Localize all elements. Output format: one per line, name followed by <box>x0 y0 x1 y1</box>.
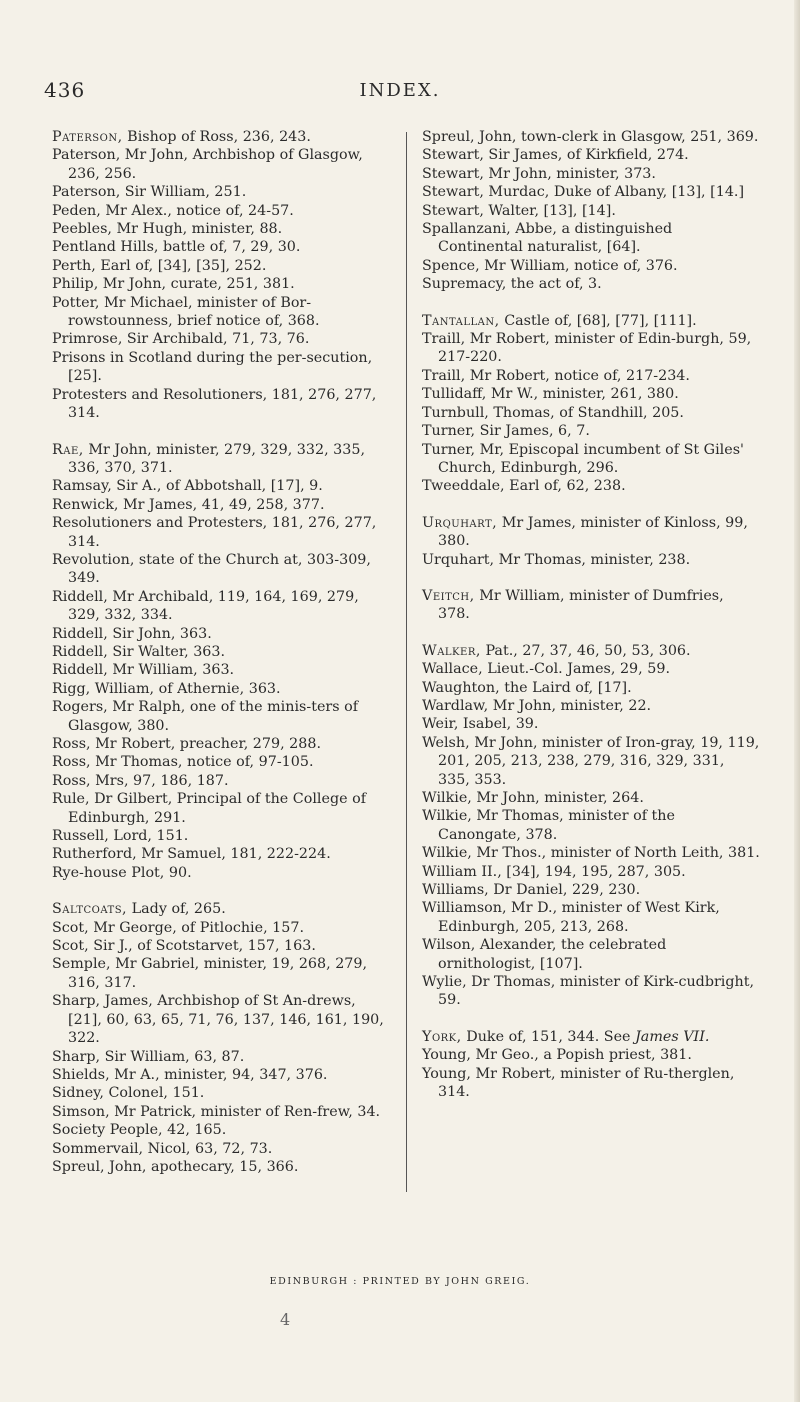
index-entry: Riddell, Sir John, 363. <box>52 625 212 642</box>
index-entry: Wylie, Dr Thomas, minister of Kirk-cudbright, 59. <box>422 974 755 1009</box>
index-entry: Welsh, Mr John, minister of Iron-gray, 19, 119, 201, 205, 213, 238, 279, 316, 329, 331, 335, 353. <box>422 734 760 788</box>
index-entry <box>422 1028 760 1046</box>
index-entry: Resolutioners and Protesters, 181, 276, 277, 314. <box>52 515 377 550</box>
index-entry: Wilson, Alexander, the celebrated ornithologist, [107]. <box>422 937 667 972</box>
entry-lead-word: Veitch, <box>422 587 475 604</box>
index-entry: Young, Mr Robert, minister of Ru-therglen, 314. <box>422 1065 735 1101</box>
index-entry: Sharp, James, Archbishop of St An-drews, [21], 60, 63, 65, 71, 76, 137, 146, 161, 190, 322. <box>52 993 384 1047</box>
index-entry: Spallanzani, Abbe, a distinguished Continental naturalist, [64]. <box>422 221 673 256</box>
left-column <box>52 128 390 1176</box>
index-entry <box>422 514 760 551</box>
index-entry <box>52 441 390 478</box>
index-entry: Wilkie, Mr Thos., minister of North Leith, 381. <box>422 845 760 862</box>
index-entry <box>422 587 760 624</box>
entry-text: Pat., 27, 37, 46, 50, 53, 306. <box>480 642 691 659</box>
index-entry: Society People, 42, 165. <box>52 1122 227 1139</box>
index-entry: Traill, Mr Robert, minister of Edin-burgh, 59, 217-220. <box>422 331 752 366</box>
index-entry: Riddell, Mr Archibald, 119, 164, 169, 279, 329, 332, 334. <box>52 588 359 624</box>
page-number: 436 <box>44 78 86 102</box>
index-entry: Ramsay, Sir A., of Abbotshall, [17], 9. <box>52 478 323 495</box>
index-entry: Russell, Lord, 151. <box>52 828 189 845</box>
index-entry: Ross, Mr Thomas, notice of, 97-105. <box>52 754 314 771</box>
index-entry <box>52 128 390 146</box>
index-entry: Scot, Mr George, of Pitlochie, 157. <box>52 919 305 936</box>
entry-text: Mr James, minister of Kinloss, 99, 380. <box>438 514 748 550</box>
index-entry: Stewart, Walter, [13], [14]. <box>422 202 616 219</box>
index-entry: Williamson, Mr D., minister of West Kirk, Edinburgh, 205, 213, 268. <box>422 900 720 935</box>
index-entry: Riddell, Sir Walter, 363. <box>52 643 226 660</box>
index-entry: Renwick, Mr James, 41, 49, 258, 377. <box>52 496 325 513</box>
index-entry: Simson, Mr Patrick, minister of Ren-frew, 34. <box>52 1103 381 1120</box>
index-entry: Potter, Mr Michael, minister of Bor-rowstounness, brief notice of, 368. <box>52 294 320 330</box>
entry-lead-word: Tantallan, <box>422 312 500 329</box>
entry-text: Mr William, minister of Dumfries, 378. <box>438 587 724 623</box>
index-entry: Spreul, John, town-clerk in Glasgow, 251, 369. <box>422 129 759 145</box>
entry-text: Bishop of Ross, 236, 243. <box>122 129 311 145</box>
index-entry: Rigg, William, of Athernie, 363. <box>52 680 281 697</box>
index-entry: Spreul, John, apothecary, 15, 366. <box>52 1158 299 1175</box>
index-entry: Sommervail, Nicol, 63, 72, 73. <box>52 1140 273 1157</box>
index-entry: Peden, Mr Alex., notice of, 24-57. <box>52 202 294 219</box>
index-entry: Shields, Mr A., minister, 94, 347, 376. <box>52 1066 328 1083</box>
index-entry: Philip, Mr John, curate, 251, 381. <box>52 276 295 293</box>
index-entry: Prisons in Scotland during the per-secution, [25]. <box>52 349 373 385</box>
index-entry: Ross, Mrs, 97, 186, 187. <box>52 772 229 789</box>
index-entry: Supremacy, the act of, 3. <box>422 276 602 293</box>
index-entry <box>52 900 390 918</box>
index-columns <box>52 128 762 1208</box>
index-entry: Tullidaff, Mr W., minister, 261, 380. <box>422 386 679 403</box>
index-entry: Young, Mr Geo., a Popish priest, 381. <box>422 1047 692 1064</box>
index-entry: Traill, Mr Robert, notice of, 217-234. <box>422 367 690 384</box>
index-entry: Waughton, the Laird of, [17]. <box>422 679 632 696</box>
signature-mark: 4 <box>280 1310 291 1329</box>
index-entry: Turner, Mr, Episcopal incumbent of St Giles' Church, Edinburgh, 296. <box>422 441 744 476</box>
index-entry: Sharp, Sir William, 63, 87. <box>52 1048 245 1065</box>
entry-lead-word: Walker, <box>422 642 481 659</box>
index-entry: Ross, Mr Robert, preacher, 279, 288. <box>52 736 322 752</box>
index-entry: Williams, Dr Daniel, 229, 230. <box>422 882 641 899</box>
index-entry: Rutherford, Mr Samuel, 181, 222-224. <box>52 846 331 863</box>
index-entry: Revolution, state of the Church at, 303-309, 349. <box>52 551 371 587</box>
entry-text: Lady of, 265. <box>127 901 226 918</box>
index-entry: Urquhart, Mr Thomas, minister, 238. <box>422 551 691 568</box>
right-column <box>422 128 760 1102</box>
index-entry: Riddell, Mr William, 363. <box>52 662 235 679</box>
index-entry: Wallace, Lieut.-Col. James, 29, 59. <box>422 661 670 678</box>
index-entry: Protesters and Resolutioners, 181, 276, 277, 314. <box>52 386 377 422</box>
index-entry: William II., [34], 194, 195, 287, 305. <box>422 863 686 880</box>
page-edge-shadow <box>794 0 800 1402</box>
index-entry: Wardlaw, Mr John, minister, 22. <box>422 697 652 714</box>
printer-imprint: EDINBURGH : PRINTED BY JOHN GREIG. <box>269 1276 531 1287</box>
index-entry: Pentland Hills, battle of, 7, 29, 30. <box>52 239 301 256</box>
index-entry: Turnbull, Thomas, of Standhill, 205. <box>422 404 684 421</box>
index-entry: Tweeddale, Earl of, 62, 238. <box>422 478 626 495</box>
index-entry: Peebles, Mr Hugh, minister, 88. <box>52 221 283 238</box>
entry-lead-word: Urquhart, <box>422 514 498 531</box>
entry-lead-word: Rae, <box>52 441 84 458</box>
index-entry: Paterson, Sir William, 251. <box>52 184 247 201</box>
index-entry: Wilkie, Mr John, minister, 264. <box>422 790 644 806</box>
running-title: INDEX. <box>359 80 441 101</box>
entry-text: Castle of, [68], [77], [111]. <box>499 312 697 329</box>
entry-text: Duke of, 151, 344. See <box>461 1028 636 1045</box>
index-entry: Paterson, Mr John, Archbishop of Glasgow, 236, 256. <box>52 147 363 182</box>
entry-text: Mr John, minister, 279, 329, 332, 335, 336, 370, 371. <box>68 441 366 476</box>
index-entry: Turner, Sir James, 6, 7. <box>422 423 590 440</box>
entry-lead-word: York, <box>422 1028 462 1045</box>
column-divider <box>406 132 407 1192</box>
index-entry: Stewart, Mr John, minister, 373. <box>422 165 656 182</box>
index-entry <box>422 312 760 330</box>
index-entry: Scot, Sir J., of Scotstarvet, 157, 163. <box>52 938 316 955</box>
entry-lead-word: Saltcoats, <box>52 901 128 918</box>
index-entry: Primrose, Sir Archibald, 71, 73, 76. <box>52 331 310 348</box>
entry-cross-reference: James VII. <box>635 1028 710 1045</box>
index-entry: Rye-house Plot, 90. <box>52 864 192 881</box>
index-entry: Semple, Mr Gabriel, minister, 19, 268, 279, 316, 317. <box>52 956 368 991</box>
index-entry: Weir, Isabel, 39. <box>422 716 539 733</box>
index-entry: Sidney, Colonel, 151. <box>52 1085 205 1102</box>
index-entry: Spence, Mr William, notice of, 376. <box>422 257 678 274</box>
index-entry <box>422 642 760 660</box>
index-entry: Rule, Dr Gilbert, Principal of the College of Edinburgh, 291. <box>52 791 367 826</box>
entry-lead-word: Paterson, <box>52 129 123 145</box>
index-entry: Stewart, Murdac, Duke of Albany, [13], [14.] <box>422 184 745 201</box>
index-entry: Wilkie, Mr Thomas, minister of the Canongate, 378. <box>422 808 675 843</box>
index-entry: Rogers, Mr Ralph, one of the minis-ters of Glasgow, 380. <box>52 699 359 734</box>
index-entry: Perth, Earl of, [34], [35], 252. <box>52 257 267 274</box>
index-entry: Stewart, Sir James, of Kirkfield, 274. <box>422 147 689 164</box>
